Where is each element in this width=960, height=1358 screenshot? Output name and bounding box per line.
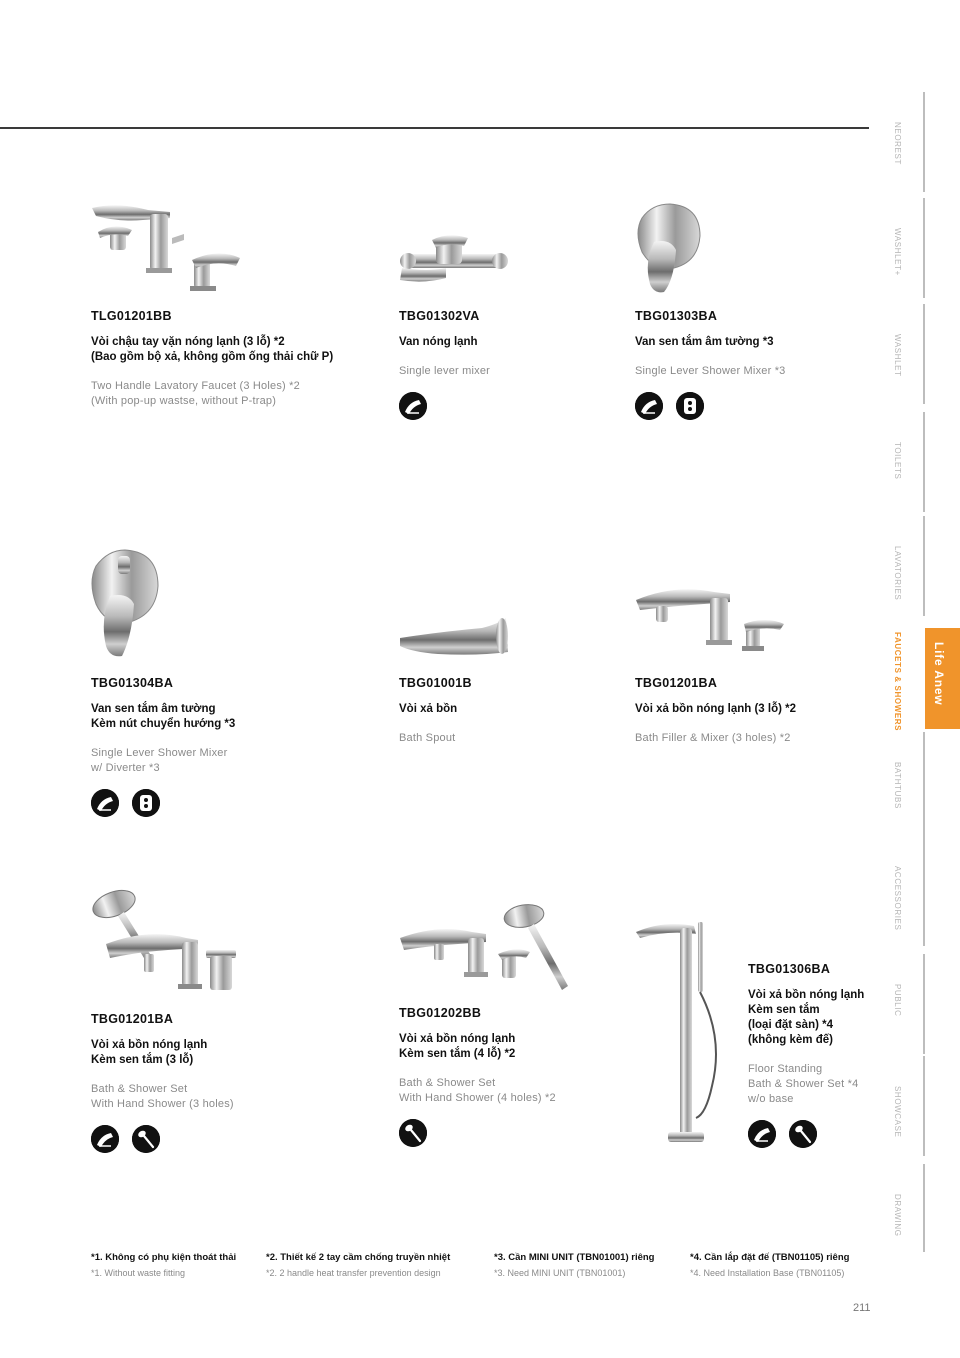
product-name-vn: Vòi xả bồn nóng lạnh Kèm sen tắm (3 lỗ) [91,1039,208,1066]
sidebar-tab-toilets[interactable]: TOILETS [873,412,960,512]
mini-unit-icon [676,392,704,420]
hand-shower-icon [132,1125,160,1153]
product-name-en: Bath Spout [399,732,456,744]
product-name-en: Bath Filler & Mixer (3 holes) *2 [635,732,791,744]
product-name-vn: Van sen tắm âm tường Kèm nút chuyển hướng *3 [91,703,236,730]
hand-shower-icon [399,1119,427,1147]
product-code: TLG01201BB [91,309,172,323]
product-tbg01201ba-filler [635,676,895,746]
product-name-vn: Vòi xả bồn nóng lạnh Kèm sen tắm (4 lỗ) *2 [399,1033,516,1060]
sidebar-tab-lavatories[interactable]: LAVATORIES [873,516,960,616]
product-code: TBG01303BA [635,309,718,323]
product-tbg01303ba [635,309,895,420]
sidebar-tab-neorest[interactable]: NEOREST [873,92,960,192]
hand-shower-icon [789,1120,817,1148]
product-code: TBG01306BA [748,962,831,976]
sidebar-tab-drawing[interactable]: DRAWING [873,1164,960,1252]
product-image-tbg01202bb [398,902,574,998]
product-tbg01001b [399,676,659,746]
thermostatic-icon [91,789,119,817]
product-name-en: Floor Standing Bath & Shower Set *4 w/o base [748,1063,859,1105]
sidebar-tab-washlet[interactable]: WASHLET [873,304,960,404]
product-image-tbg01001b [398,612,510,660]
footnote-4: *4. Cần lắp đặt đế (TBN01105) riêng *4. Need Installation Base (TBN01105) [690,1252,850,1278]
sidebar-tab-faucets-showers[interactable]: FAUCETS & SHOWERS [893,632,902,732]
product-name-en: Single Lever Shower Mixer *3 [635,365,786,377]
sidebar-tab-washlet-plus[interactable]: WASHLET+ [873,198,960,298]
sidebar-tab-accessories[interactable]: ACCESSORIES [873,836,960,946]
product-tbg01306ba [748,962,868,1148]
product-image-tbg01303ba [634,202,706,296]
product-name-en: Two Handle Lavatory Faucet (3 Holes) *2 (With pop-up wastse, without P-trap) [91,380,300,407]
product-code: TBG01201BA [635,676,718,690]
footnote-1: *1. Không có phụ kiện thoát thải *1. Without waste fitting [91,1252,237,1278]
product-tlg01201bb [91,309,351,409]
product-name-vn: Van sen tắm âm tường *3 [635,336,774,348]
footnote-2: *2. Thiết kế 2 tay cầm chống truyền nhiệt *2. 2 handle heat transfer prevention design [266,1252,451,1278]
product-tbg01202bb [399,1006,659,1147]
product-name-en: Single lever mixer [399,365,491,377]
thermostatic-icon [635,392,663,420]
product-code: TBG01302VA [399,309,480,323]
product-image-tbg01201ba-filler [634,580,786,660]
product-image-tbg01304ba [88,548,162,660]
product-name-vn: Vòi xả bồn nóng lạnh Kèm sen tắm (loại đặt sàn) *4 (không kèm đế) [748,989,865,1046]
product-code: TBG01001B [399,676,472,690]
thermostatic-icon [748,1120,776,1148]
sidebar-tab-showcase[interactable]: SHOWCASE [873,1056,960,1156]
thermostatic-icon [91,1125,119,1153]
footnote-3: *3. Cần MINI UNIT (TBN01001) riêng *3. Need MINI UNIT (TBN01001) [494,1252,655,1278]
product-name-vn: Vòi xả bồn nóng lạnh (3 lỗ) *2 [635,703,797,715]
product-name-vn: Vòi xả bồn [399,703,458,715]
top-rule [0,127,869,129]
product-name-en: Bath & Shower Set With Hand Shower (3 holes) [91,1083,234,1110]
product-name-en: Single Lever Shower Mixer w/ Diverter *3 [91,747,228,774]
sidebar-tab-bathtubs[interactable]: BATHTUBS [873,732,960,836]
series-tab-life-anew: Life Anew [925,628,960,729]
sidebar-tab-public[interactable]: PUBLIC [873,954,960,1054]
product-name-vn: Vòi chậu tay vặn nóng lạnh (3 lỗ) *2 (Bao gồm bộ xả, không gồm ống thải chữ P) [91,336,334,363]
thermostatic-icon [399,392,427,420]
product-tbg01302va [399,309,659,420]
page-number: 211 [853,1302,871,1314]
product-code: TBG01202BB [399,1006,482,1020]
product-tbg01304ba [91,676,351,817]
product-code: TBG01201BA [91,1012,174,1026]
product-tbg01201ba-set [91,1012,351,1153]
product-code: TBG01304BA [91,676,174,690]
mini-unit-icon [132,789,160,817]
product-name-vn: Van nóng lạnh [399,336,478,348]
product-image-tlg01201bb [88,200,248,295]
product-name-en: Bath & Shower Set With Hand Shower (4 holes) *2 [399,1077,556,1104]
product-image-tbg01201ba-set [88,888,244,998]
product-image-tbg01302va [398,232,510,292]
